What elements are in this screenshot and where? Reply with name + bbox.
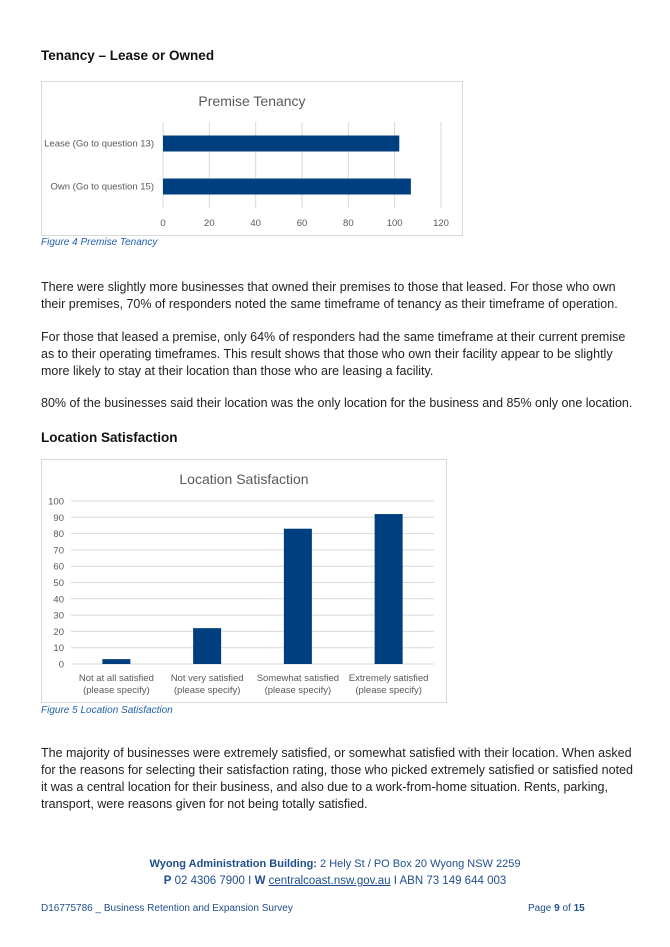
x-category-label: (please specify): [83, 685, 150, 696]
x-category-label: (please specify): [264, 685, 332, 696]
section-heading-tenancy: Tenancy – Lease or Owned: [41, 48, 215, 63]
footer-address-line: [0, 858, 670, 870]
footer-phone-label: P: [163, 875, 172, 887]
y-category-label: Own (Go to question 15): [50, 181, 154, 193]
x-tick-label: 120: [433, 218, 449, 229]
y-tick-label: 0: [58, 659, 64, 671]
y-tick-label: 60: [53, 561, 64, 573]
x-tick-label: 20: [204, 218, 215, 229]
tenancy-paragraph-2: For those that leased a premise, only 64% of responders had the same timeframe at their current premise as to their operating timeframes. This result shows that those who own their facility appear to be slightly more likely to stay at their location than those who are leasing a facility.: [41, 330, 626, 378]
page-current: 9: [554, 903, 560, 914]
y-tick-label: 40: [53, 594, 64, 606]
footer-web-label: W: [254, 875, 266, 887]
page-prefix: Page: [528, 903, 552, 914]
x-tick-label: 80: [343, 218, 354, 229]
bar: [284, 529, 312, 664]
bar: [375, 514, 403, 664]
x-tick-label: 0: [160, 218, 166, 229]
tenancy-paragraph-3: 80% of the businesses said their location was the only location for the business and 85% only one location.: [41, 396, 633, 410]
y-tick-label: 80: [53, 529, 64, 541]
page-of: of: [562, 903, 571, 914]
y-tick-label: 90: [53, 512, 64, 524]
satisfaction-paragraph-1: The majority of businesses were extremely satisfied, or somewhat satisfied with their location. When asked for the reasons for selecting their satisfaction rating, those who picked extremely satisfied or satisfied noted it was a central location for their business, and also due to a work-from-home situation. Rents, parking, transport, were reasons given for not being totally satisfied.: [41, 746, 633, 811]
footer-doc-ref: D16775786 _ Business Retention and Expansion Survey: [41, 903, 293, 914]
footer-contact-line: [0, 875, 670, 887]
bar: [193, 628, 221, 664]
premise-tenancy-chart: [41, 81, 463, 236]
x-category-label: Extremely satisfied: [348, 673, 429, 684]
y-category-label: Lease (Go to question 13): [44, 138, 154, 150]
footer-phone: 02 4306 7900: [174, 875, 245, 887]
x-category-label: Not very satisfied: [170, 673, 244, 684]
y-tick-label: 30: [53, 610, 64, 622]
x-tick-label: 40: [250, 218, 261, 229]
x-category-label: Not at all satisfied: [78, 673, 154, 684]
figure-4-caption: Figure 4 Premise Tenancy: [41, 237, 158, 248]
footer-abn: I ABN 73 149 644 003: [393, 875, 507, 887]
footer-page-number: [528, 903, 585, 914]
bar: [102, 659, 130, 664]
y-tick-label: 10: [53, 643, 64, 655]
x-tick-label: 60: [296, 218, 308, 229]
x-tick-label: 100: [386, 218, 403, 229]
page-total: 15: [573, 903, 585, 914]
y-tick-label: 100: [48, 496, 64, 508]
premise-tenancy-svg: [42, 82, 462, 235]
footer-separator: I: [248, 875, 252, 887]
chart-title: Premise Tenancy: [198, 93, 306, 109]
location-satisfaction-svg: [42, 460, 446, 702]
y-tick-label: 20: [53, 626, 64, 638]
footer-building-label: Wyong Administration Building:: [149, 858, 317, 870]
bar: [163, 136, 399, 152]
x-category-label: (please specify): [173, 685, 241, 696]
y-tick-label: 50: [53, 578, 64, 589]
tenancy-paragraph-1: There were slightly more businesses that owned their premises to those that leased. For those who own their premises, 70% of responders noted the same timeframe of tenancy as their timeframe of operation.: [41, 280, 618, 311]
y-tick-label: 70: [53, 545, 64, 557]
bar: [163, 179, 411, 195]
x-category-label: Somewhat satisfied: [256, 673, 340, 684]
location-satisfaction-chart: [41, 459, 447, 703]
section-heading-satisfaction: Location Satisfaction: [41, 430, 178, 445]
footer-website-link[interactable]: centralcoast.nsw.gov.au: [268, 875, 391, 887]
footer-building-address: 2 Hely St / PO Box 20 Wyong NSW 2259: [320, 858, 521, 870]
chart-title: Location Satisfaction: [179, 471, 309, 487]
x-category-label: (please specify): [355, 685, 422, 696]
figure-5-caption: Figure 5 Location Satisfaction: [41, 705, 173, 716]
